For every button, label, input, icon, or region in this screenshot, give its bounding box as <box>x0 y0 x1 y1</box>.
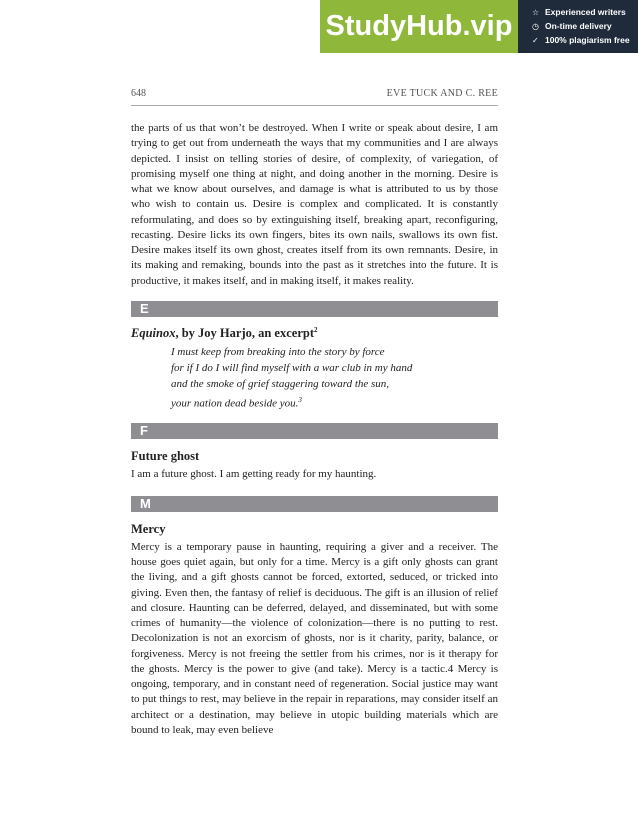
clock-icon: ◷ <box>532 21 539 31</box>
future-ghost-paragraph: I am a future ghost. I am getting ready for my haunting. <box>131 467 377 480</box>
check-icon: ✓ <box>532 35 539 45</box>
poem-excerpt <box>131 344 498 412</box>
poem-line <box>131 392 498 412</box>
section-bar-e: E <box>131 301 498 317</box>
feature-label: 100% plagiarism free <box>545 35 630 45</box>
star-icon: ☆ <box>532 7 540 17</box>
feature-item <box>532 5 638 19</box>
feature-item <box>532 33 638 47</box>
footnote-ref: 3 <box>298 395 302 404</box>
footnote-ref: 2 <box>314 325 318 334</box>
section-bar-f: F <box>131 423 498 439</box>
running-header-authors: EVE TUCK AND C. REE <box>386 88 498 99</box>
feature-item <box>532 19 638 33</box>
page-number: 648 <box>131 88 146 99</box>
mercy-paragraph: Mercy is a temporary pause in haunting, requiring a giver and a receiver. The house goes quiet again, but only for a time. Mercy is a gift only ghosts can grant the living, and a gift ghosts cannot be forced, extorted, seduced, or tricked into giving. Even then, the fantasy of relief is deciduous. The gift is an illusion of relief and closure. Haunting can be deferred, delayed, and disseminated, but with some crimes of humanity—the violence of colonization—there is no putting to rest. Decolonization is not an exorcism of ghosts, nor is it charity, parity, balance, or forgiveness. Mercy is not freeing the settler from his crimes, nor is it therapy for the ghosts. Mercy is the power to give (and take). Mercy is a tactic.4 Mercy is ongoing, temporary, and in constant need of regeneration. Social justice may want to put things to rest, may believe in the repair in reparations, may consider itself an architect or a destination, may believe in utopic building materials which are bound to leak, may even believe <box>131 540 498 736</box>
poem-line: and the smoke of grief staggering toward the sun, <box>171 377 390 390</box>
studyhub-logo[interactable]: StudyHub.vip <box>320 0 518 53</box>
section-bar-m: M <box>131 496 498 512</box>
section-heading-future-ghost: Future ghost <box>131 448 200 463</box>
heading-title-italic: Equinox <box>131 325 176 340</box>
feature-label: On-time delivery <box>545 21 612 31</box>
banner-features <box>518 0 638 53</box>
header-rule <box>131 105 498 106</box>
poem-line: for if I do I will find myself with a war club in my hand <box>171 361 413 374</box>
heading-title-rest: , by Joy Harjo, an excerpt <box>175 325 314 340</box>
intro-paragraph: the parts of us that won’t be destroyed. When I write or speak about desire, I am trying to get out from underneath the ways that my communities and I are always depicted. I insist on telling stories of desire, of complexity, of variegation, of promising myself one thing at night, and doing another in the morning. Desire is what we know about ourselves, and damage is what is attributed to us by those who wish to contain us. Desire is complex and complicated. It is constantly reformulating, and does so by extinguishing itself, breaking apart, reconfiguring, recasting. Desire licks its own fingers, bites its own nails, swallows its own fist. Desire makes itself its own ghost, creates itself from its own remnants. Desire, in its making and remaking, bounds into the past as it stretches into the future. It is productive, it makes itself, and in making itself, it makes reality. <box>131 122 498 287</box>
feature-label: Experienced writers <box>545 7 626 17</box>
page-content <box>131 121 498 738</box>
poem-line-text: your nation dead beside you. <box>171 397 299 410</box>
section-heading-equinox <box>131 326 498 341</box>
ad-banner[interactable] <box>320 0 638 53</box>
poem-line: I must keep from breaking into the story by force <box>171 345 385 358</box>
section-heading-mercy: Mercy <box>131 521 166 536</box>
